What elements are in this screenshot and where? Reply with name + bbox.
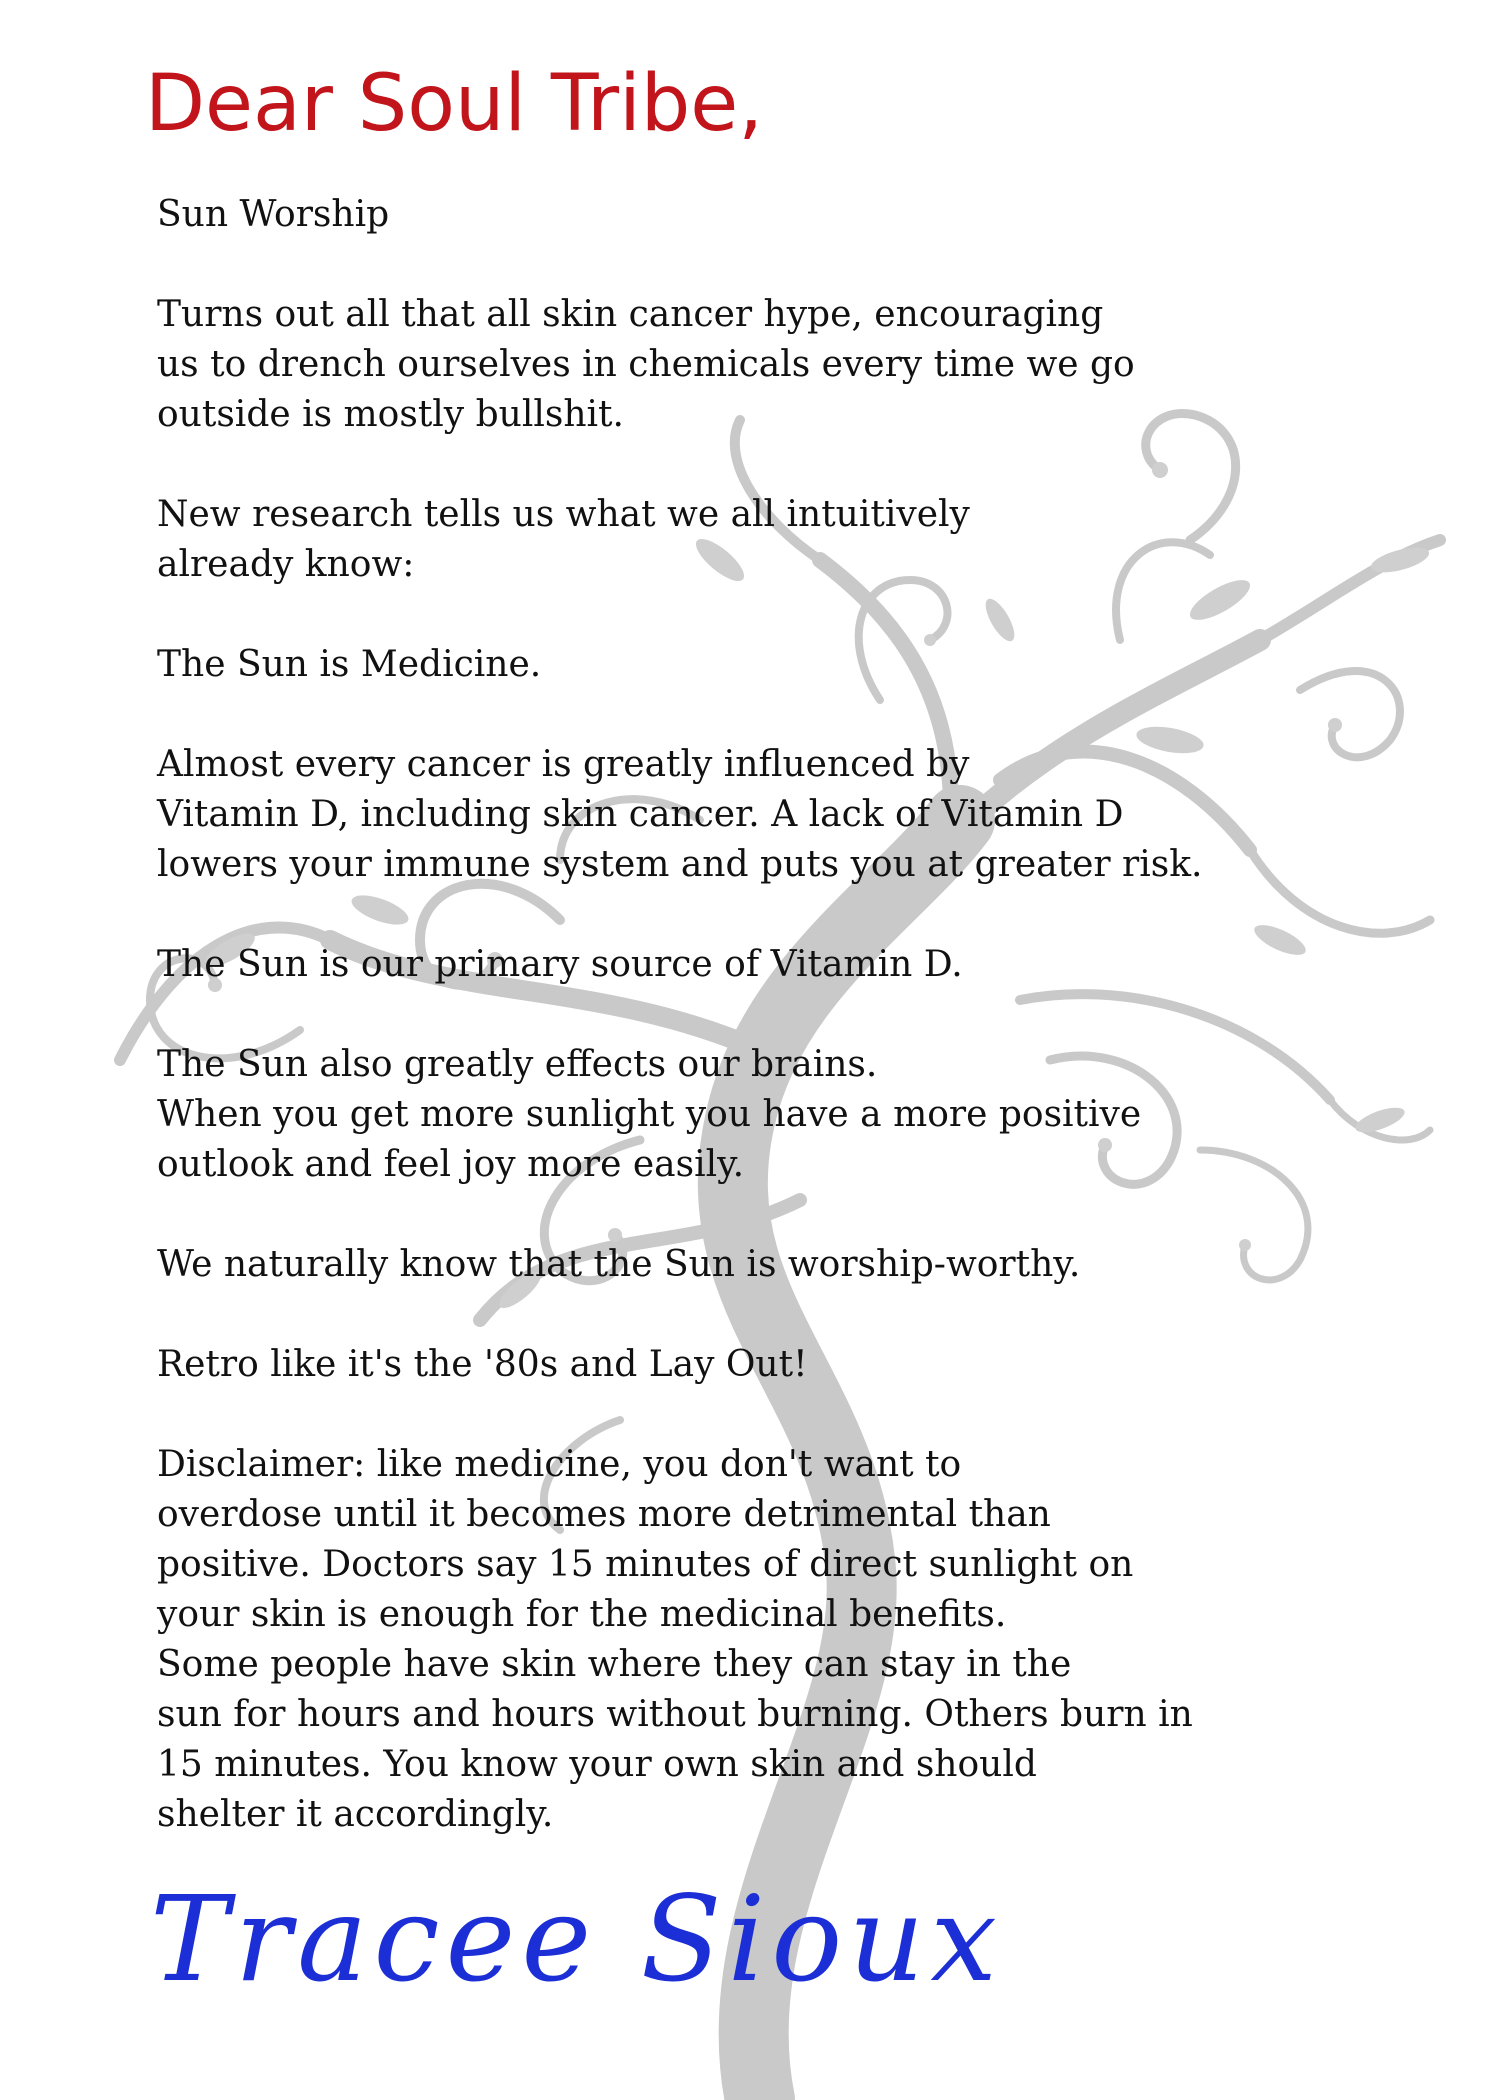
letter-body [157, 190, 1357, 1840]
signature-text: Tracee Sioux [150, 1870, 1003, 2008]
paragraph: Retro like it's the '80s and Lay Out! [157, 1344, 808, 1385]
paragraph: Almost every cancer is greatly influenced by Vitamin D, including skin cancer. A lack of Vitamin D lowers your immune system and puts you at greater risk. [157, 744, 1203, 885]
paragraph: We naturally know that the Sun is worship-worthy. [157, 1244, 1081, 1285]
letter-subject: Sun Worship [157, 194, 390, 235]
paragraph: The Sun is our primary source of Vitamin D. [157, 944, 963, 985]
paragraph: The Sun is Medicine. [157, 644, 542, 685]
greeting-heading: Dear Soul Tribe, [145, 59, 764, 149]
signature [150, 1870, 1150, 2070]
paragraph: New research tells us what we all intuitively already know: [157, 494, 970, 585]
paragraph: The Sun also greatly effects our brains. When you get more sunlight you have a more positive outlook and feel joy more easily. [157, 1044, 1142, 1185]
disclaimer-paragraph: Disclaimer: like medicine, you don't want to overdose until it becomes more detrimental than positive. Doctors say 15 minutes of direct sunlight on your skin is enough for the medicinal benefits. Some people have skin where they can stay in the sun for hours and hours without burning. Others burn in 15 minutes. You know your own skin and should shelter it accordingly. [157, 1444, 1193, 1835]
paragraph: Turns out all that all skin cancer hype, encouraging us to drench ourselves in chemicals every time we go outside is mostly bullshit. [157, 294, 1135, 435]
